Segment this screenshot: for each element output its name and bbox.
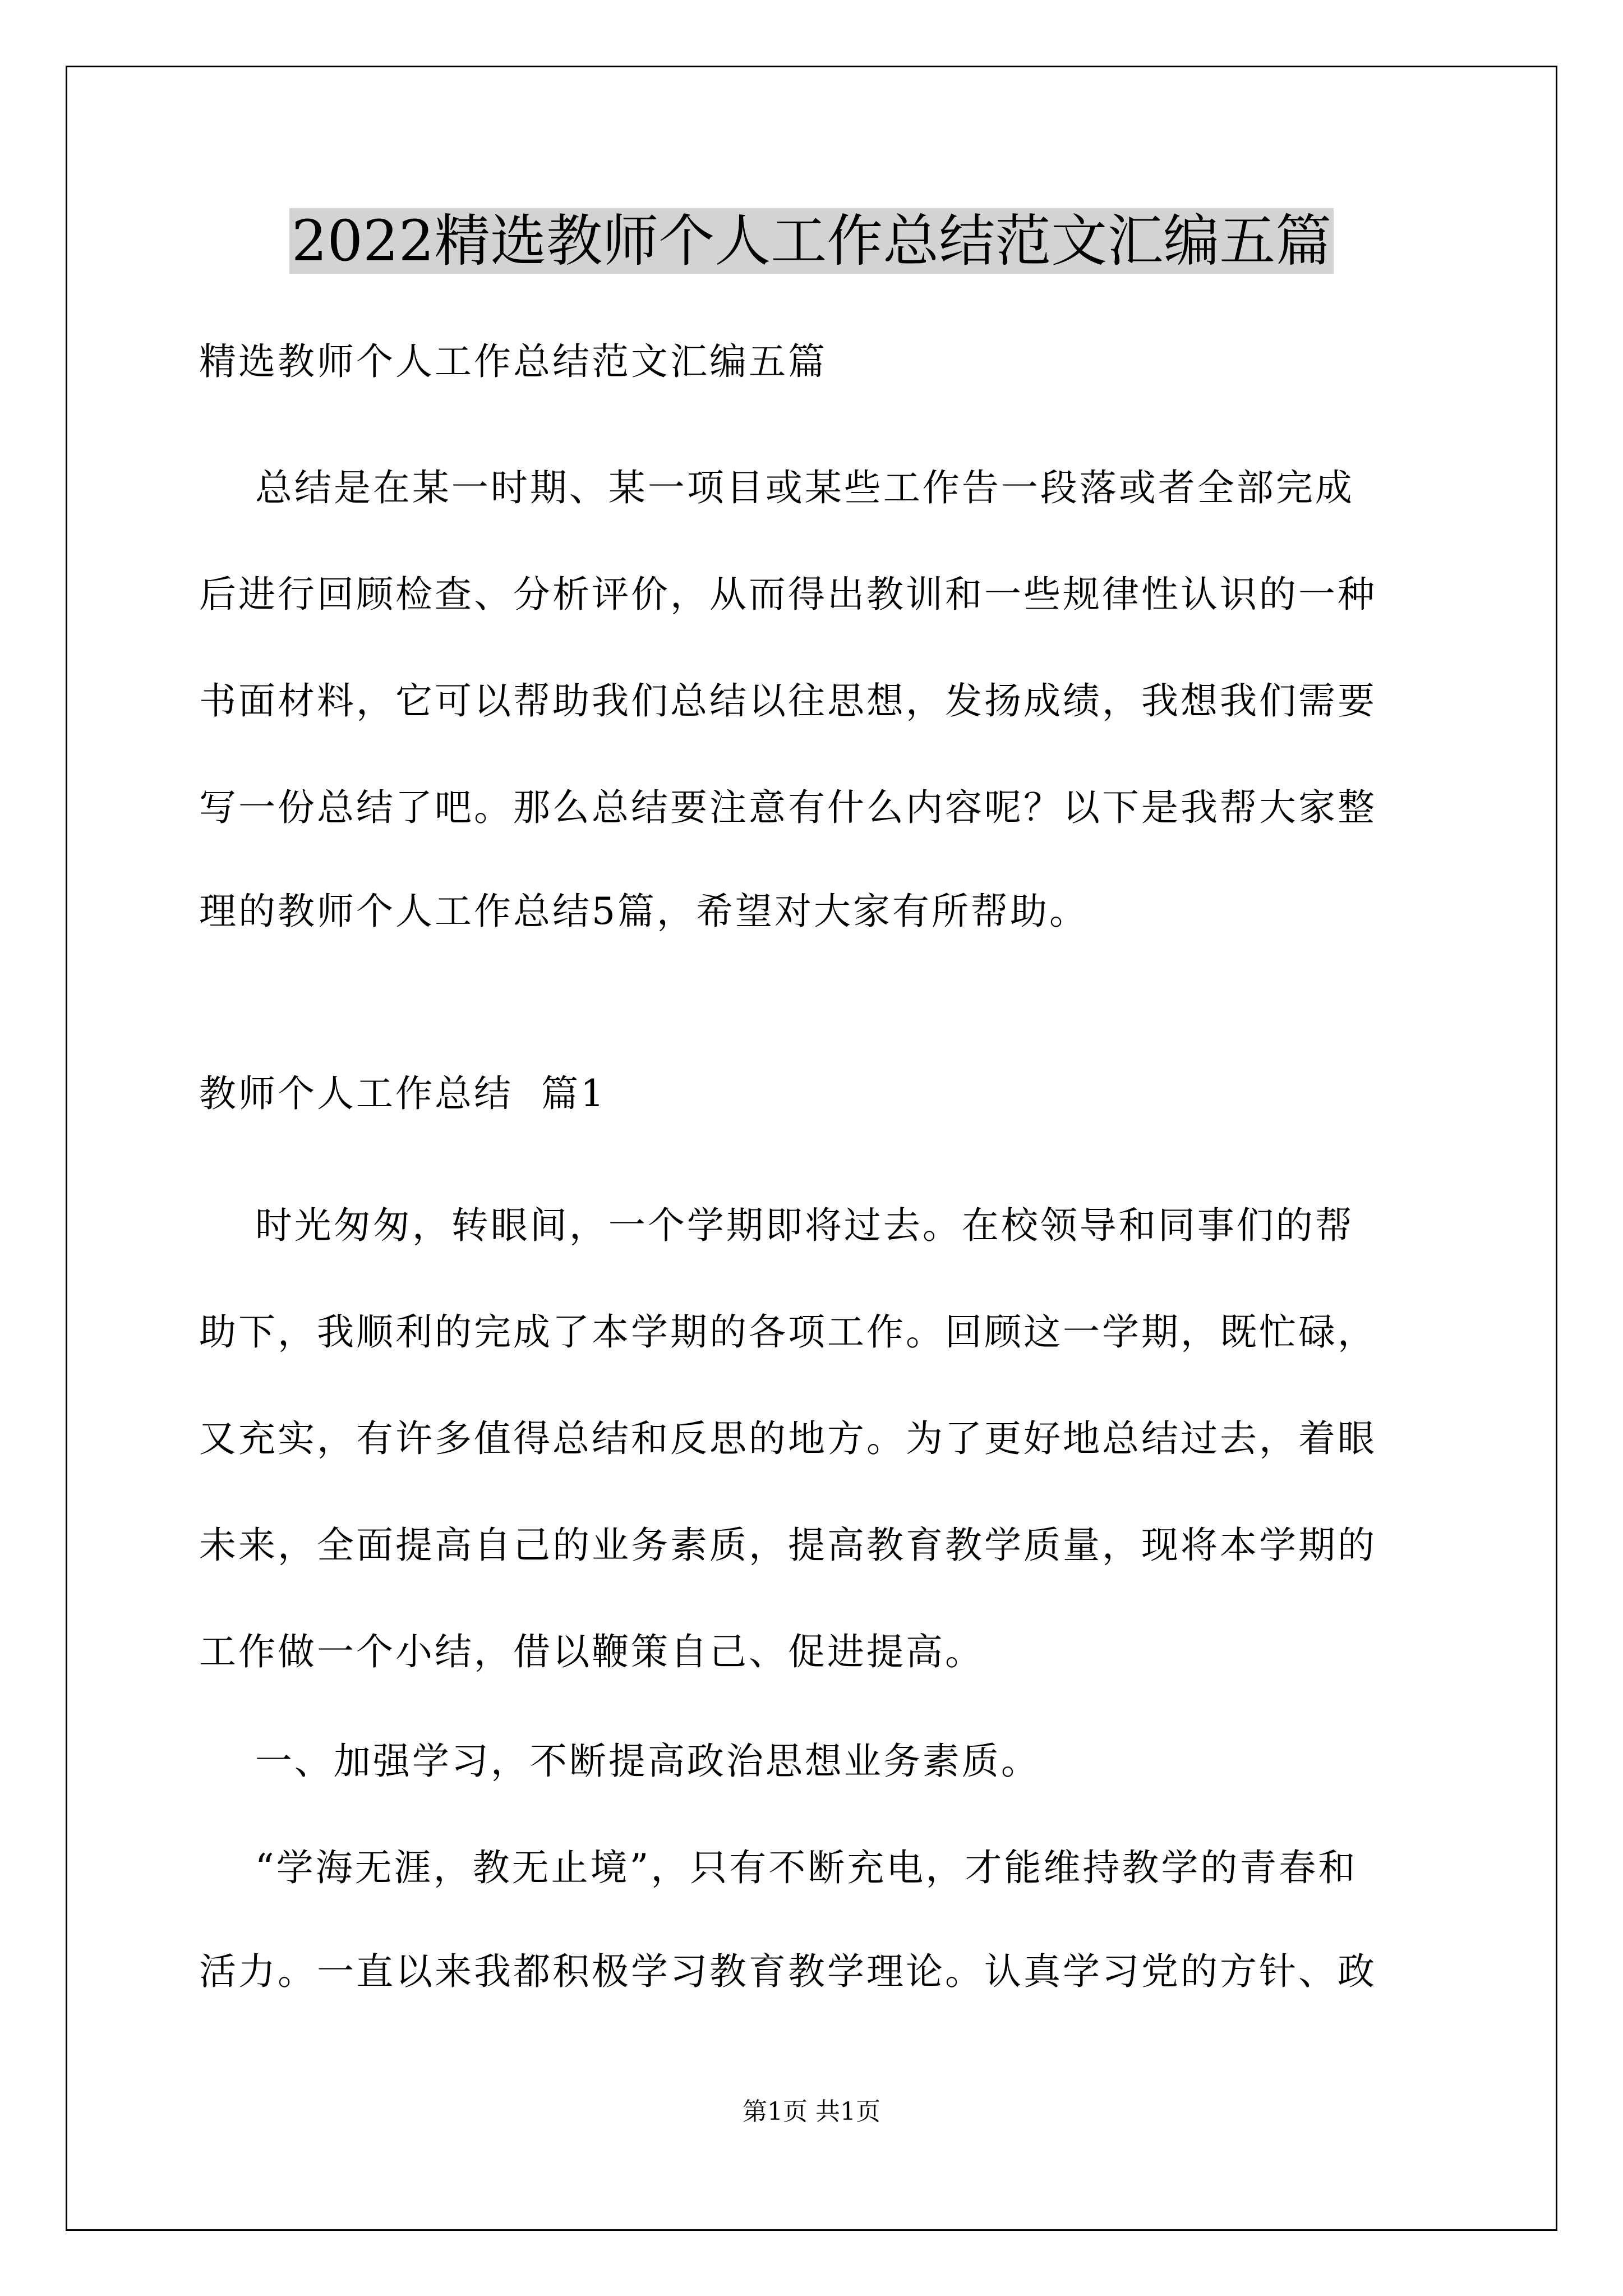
- paragraph-line: 后进行回顾检查、分析评价，从而得出教训和一些规律性认识的一种: [199, 573, 1377, 616]
- paragraph-line: 活力。一直以来我都积极学习教育教学理论。认真学习党的方针、政: [199, 1950, 1377, 1993]
- section-heading: 教师个人工作总结 篇1: [199, 1072, 606, 1115]
- paragraph-line: 时光匆匆，转眼间，一个学期即将过去。在校领导和同事们的帮: [199, 1204, 1354, 1247]
- subtitle-line: 精选教师个人工作总结范文汇编五篇: [199, 340, 827, 383]
- page-footer: 第1页 共1页: [743, 2097, 880, 2126]
- paragraph-line: 助下，我顺利的完成了本学期的各项工作。回顾这一学期，既忙碌，: [199, 1310, 1377, 1354]
- paragraph-line: 总结是在某一时期、某一项目或某些工作告一段落或者全部完成: [199, 466, 1354, 509]
- document-title-text: 2022精选教师个人工作总结范文汇编五篇: [289, 208, 1334, 274]
- document-title: [0, 202, 1623, 280]
- paragraph-line: 书面材料，它可以帮助我们总结以往思想，发扬成绩，我想我们需要: [199, 679, 1377, 723]
- paragraph-line: 又充实，有许多值得总结和反思的地方。为了更好地总结过去，着眼: [199, 1417, 1377, 1460]
- page-border: [66, 66, 1557, 2231]
- paragraph-line: 写一份总结了吧。那么总结要注意有什么内容呢？以下是我帮大家整: [199, 786, 1377, 829]
- paragraph-line: “学海无涯，教无止境”，只有不断充电，才能维持教学的青春和: [199, 1846, 1358, 1889]
- paragraph-line: 工作做一个小结，借以鞭策自己、促进提高。: [199, 1630, 984, 1673]
- paragraph-line: 理的教师个人工作总结5篇，希望对大家有所帮助。: [199, 890, 1089, 933]
- paragraph-line: 未来，全面提高自己的业务素质，提高教育教学质量，现将本学期的: [199, 1524, 1377, 1567]
- paragraph-line: 一、加强学习，不断提高政治思想业务素质。: [199, 1740, 1040, 1783]
